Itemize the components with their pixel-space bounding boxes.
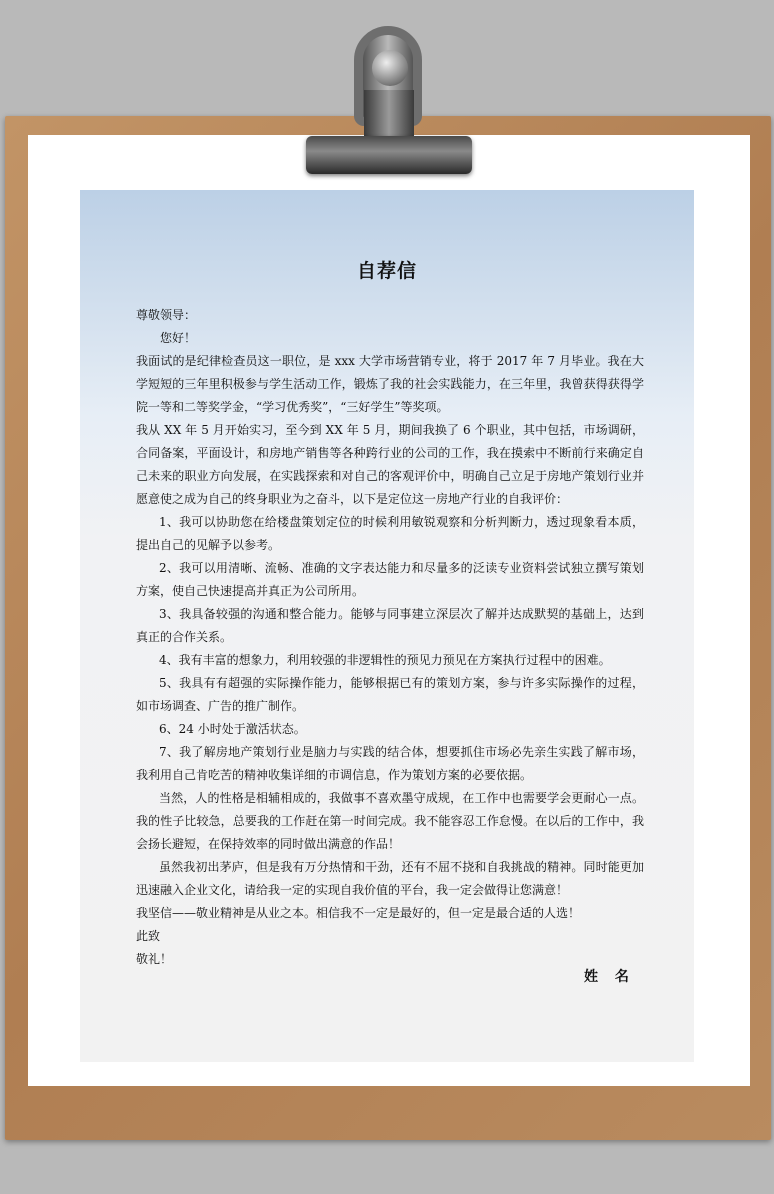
paragraph: 我从 XX 年 5 月开始实习，至今到 XX 年 5 月，期间我换了 6 个职业，其中包括，市场调研，合同备案，平面设计，和房地产销售等各种跨行业的公司的工作，我在摸索中不断前行来确定自己未来的职业方向发展，在实践探索和对自己的客观评价中，明确自己立足于房地产策划行业并愿意使之成为自己的终身职业为之奋斗，以下是定位这一房地产行业的自我评价： xyxy=(136,423,644,506)
motto: 我坚信——敬业精神是从业之本。相信我不一定是最好的，但一定是最合适的人选！ xyxy=(136,906,581,920)
list-item: 4、我有丰富的想象力，利用较强的非逻辑性的预见力预见在方案执行过程中的困难。 xyxy=(159,653,611,667)
clip-neck xyxy=(364,90,414,138)
binder-clip-icon xyxy=(306,136,472,174)
list-item: 6、24 小时处于激活状态。 xyxy=(159,722,306,736)
salutation: 尊敬领导： xyxy=(136,308,197,322)
list-item: 1、我可以协助您在给楼盘策划定位的时候利用敏锐观察和分析判断力，透过现象看本质，提出自己的见解予以参考。 xyxy=(136,515,644,552)
list-item: 2、我可以用清晰、流畅、准确的文字表达能力和尽量多的泛读专业资料尝试独立撰写策划方案，使自己快速提高并真正为公司所用。 xyxy=(136,561,644,598)
closing-line: 此致 xyxy=(136,929,161,943)
list-item: 5、我具有有超强的实际操作能力，能够根据已有的策划方案，参与许多实际操作的过程，如市场调查、广告的推广制作。 xyxy=(136,676,644,713)
list-item: 3、我具备较强的沟通和整合能力。能够与同事建立深层次了解并达成默契的基础上，达到真正的合作关系。 xyxy=(136,607,644,644)
letter-page xyxy=(80,190,694,1062)
paragraph: 虽然我初出茅庐，但是我有万分热情和干劲，还有不屈不挠和自我挑战的精神。同时能更加迅速融入企业文化，请给我一定的实现自我价值的平台，我一定会做得让您满意！ xyxy=(136,860,644,897)
paragraph: 当然，人的性格是相辅相成的，我做事不喜欢墨守成规，在工作中也需要学会更耐心一点。我的性子比较急，总要我的工作赶在第一时间完成。我不能容忍工作怠慢。在以后的工作中，我会扬长避短，在保持效率的同时做出满意的作品！ xyxy=(136,791,644,851)
page-title: 自荐信 xyxy=(356,260,417,282)
closing-line: 敬礼！ xyxy=(136,952,173,966)
letter-body xyxy=(136,304,644,971)
clip-rivet xyxy=(372,50,408,86)
list-item: 7、我了解房地产策划行业是脑力与实践的结合体，想要抓住市场必先亲生实践了解市场，我利用自己肯吃苦的精神收集详细的市调信息，作为策划方案的必要依据。 xyxy=(136,745,644,782)
greeting: 您好！ xyxy=(160,331,197,345)
paragraph: 我面试的是纪律检查员这一职位，是 xxx 大学市场营销专业，将于 2017 年 7 月毕业。我在大学短短的三年里积极参与学生活动工作，锻炼了我的社会实践能力，在三年里，我曾获得获得学院一等和二等奖学金，“学习优秀奖”，“三好学生”等奖项。 xyxy=(136,354,644,414)
signature: 姓 名 xyxy=(584,969,635,985)
